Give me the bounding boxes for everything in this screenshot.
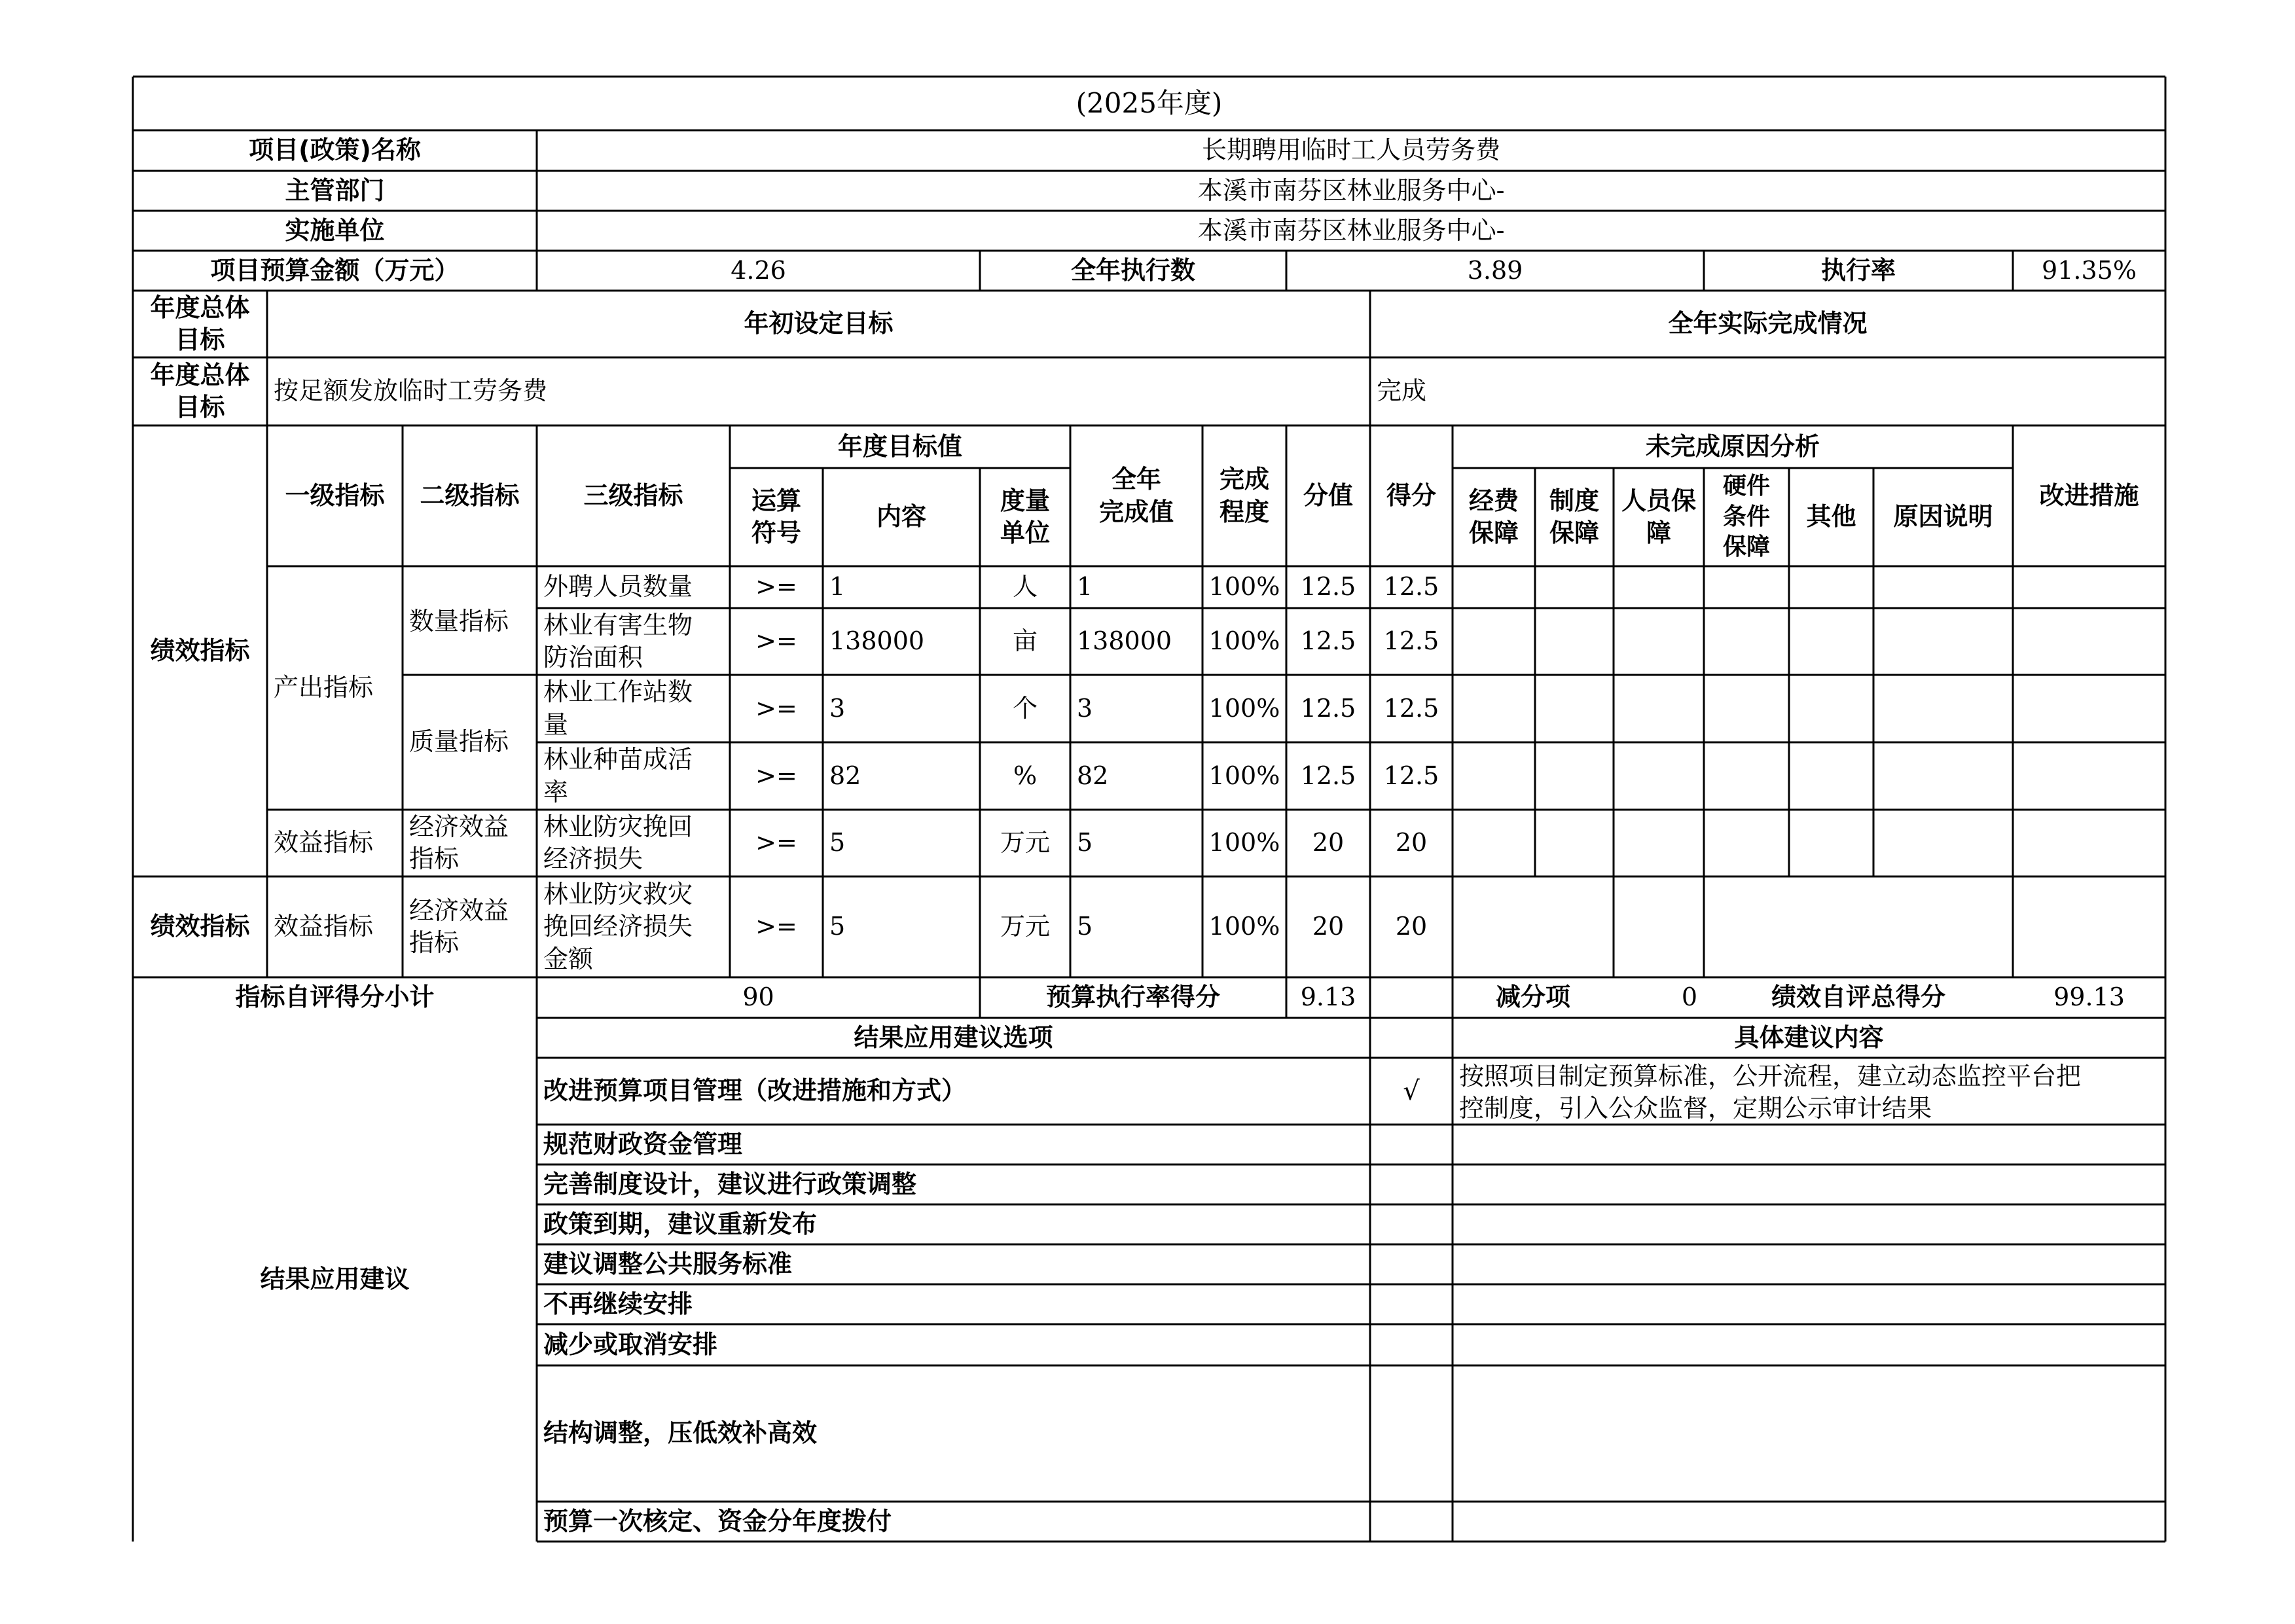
hdr-completion: 完成 程度 [1219,465,1269,526]
hdr-level2: 二级指标 [420,480,520,510]
hdr-system: 制度 保障 [1549,486,1599,547]
suggestion-option: 减少或取消安排 [543,1329,718,1359]
row-completion: 100% [1208,572,1280,602]
row-name: 林业防灾救灾 挽回经济损失 金额 [543,879,693,973]
suggestion-detail: 按照项目制定预算标准，公开流程，建立动态监控平台把 控制度，引入公众监督，定期公示审计结果 [1459,1062,2082,1123]
deduction-value: 0 [1681,983,1697,1012]
row-score: 12.5 [1383,761,1439,790]
unit-label: 实施单位 [285,215,385,245]
suggestion-option: 改进预算项目管理（改进措施和方式） [543,1076,967,1106]
row-name: 林业种苗成活 率 [543,745,693,806]
suggestion-option: 不再继续安排 [543,1289,693,1318]
hdr-hardware: 硬件 条件 保障 [1722,472,1770,561]
hdr-score-value: 分值 [1303,480,1353,510]
row-actual: 1 [1077,572,1093,602]
row-value: 12.5 [1300,572,1356,602]
row-actual: 82 [1077,761,1109,790]
project-name-label: 项目(政策)名称 [249,135,421,165]
row-operator: >= [755,761,797,790]
row-score: 12.5 [1383,572,1439,602]
goal-label-2: 年度总体 目标 [150,360,250,422]
hdr-score: 得分 [1386,480,1436,510]
hdr-reason-group: 未完成原因分析 [1645,431,1820,461]
hdr-level1: 一级指标 [285,480,385,510]
row-operator: >= [755,828,797,857]
row-name: 林业有害生物 防治面积 [543,610,693,672]
group-economic: 经济效益 指标 [409,812,509,873]
subtotal-label: 指标自评得分小计 [235,983,435,1012]
row-actual: 3 [1077,693,1093,723]
goal-planned-header: 年初设定目标 [744,309,894,338]
suggestion-option: 规范财政资金管理 [543,1129,743,1159]
deduction-label: 减分项 [1495,983,1570,1012]
row-operator: >= [755,912,797,941]
row-completion: 100% [1208,912,1280,941]
row-value: 12.5 [1300,761,1356,790]
total-label: 绩效自评总得分 [1771,983,1945,1012]
project-name: 长期聘用临时工人员劳务费 [1201,135,1500,165]
row-value: 12.5 [1300,693,1356,723]
checkmark-icon: √ [1403,1076,1420,1106]
budget-label: 项目预算金额（万元） [210,255,460,285]
row-unit: 亩 [1012,626,1038,656]
hdr-actual-value: 全年 完成值 [1098,465,1174,526]
executed-label: 全年执行数 [1070,255,1195,285]
row-name: 林业防灾挽回 经济损失 [543,812,693,873]
group-economic-2: 经济效益 指标 [409,895,509,957]
row-actual: 138000 [1077,626,1172,656]
budget-score-label: 预算执行率得分 [1045,983,1220,1012]
suggestion-option: 预算一次核定、资金分年度拨付 [543,1506,892,1536]
suggestion-option: 结构调整，压低效补高效 [543,1418,818,1448]
row-value: 20 [1312,828,1345,857]
row-completion: 100% [1208,761,1280,790]
dept-value: 本溪市南芬区林业服务中心- [1197,175,1505,205]
group-output: 产出指标 [274,673,374,702]
budget-score-value: 9.13 [1300,983,1356,1012]
goal-actual-header: 全年实际完成情况 [1668,309,1868,338]
suggestion-option: 完善制度设计，建议进行政策调整 [543,1169,917,1199]
group-quantity: 数量指标 [409,607,509,636]
row-unit: 万元 [1000,828,1050,857]
report-year: (2025年度) [1075,86,1223,119]
row-content: 5 [829,912,846,941]
hdr-fund: 经费 保障 [1468,486,1519,547]
hdr-other: 其他 [1806,502,1856,532]
hdr-operator: 运算 符号 [751,486,801,547]
options-header: 结果应用建议选项 [854,1022,1053,1052]
row-name: 林业工作站数 量 [543,677,693,739]
row-content: 5 [829,828,846,857]
row-operator: >= [755,626,797,656]
total-value: 99.13 [2053,983,2125,1012]
row-unit: 万元 [1000,912,1050,941]
row-content: 1 [829,572,846,602]
goal-actual: 完成 [1377,376,1427,406]
goal-planned: 按足额发放临时工劳务费 [274,376,548,406]
row-unit: 个 [1012,693,1038,723]
hdr-improve: 改进措施 [2039,480,2139,510]
row-content: 82 [829,761,861,790]
row-completion: 100% [1208,828,1280,857]
row-operator: >= [755,572,797,602]
row-unit: 人 [1012,572,1038,602]
row-score: 12.5 [1383,693,1439,723]
row-unit: % [1013,761,1038,790]
dept-label: 主管部门 [285,175,385,205]
row-score: 12.5 [1383,626,1439,656]
row-completion: 100% [1208,693,1280,723]
group-benefit-2: 效益指标 [274,912,374,941]
hdr-target-group: 年度目标值 [837,431,962,461]
hdr-reason-desc: 原因说明 [1893,502,1993,532]
perf-label: 绩效指标 [150,636,250,665]
row-name: 外聘人员数量 [543,572,693,602]
budget-value: 4.26 [731,255,786,285]
hdr-unit: 度量 单位 [1000,486,1050,547]
perf-label-2: 绩效指标 [150,912,250,941]
group-quality: 质量指标 [409,727,509,757]
hdr-content: 内容 [876,502,926,532]
row-completion: 100% [1208,626,1280,656]
suggestion-option: 建议调整公共服务标准 [543,1249,793,1278]
row-actual: 5 [1077,912,1093,941]
group-benefit: 效益指标 [274,828,374,857]
rate-label: 执行率 [1820,255,1896,285]
subtotal-value: 90 [742,983,774,1012]
row-value: 20 [1312,912,1345,941]
row-content: 3 [829,693,846,723]
unit-value: 本溪市南芬区林业服务中心- [1197,215,1505,245]
row-actual: 5 [1077,828,1093,857]
goal-label: 年度总体 目标 [150,293,250,354]
suggestion-option: 政策到期，建议重新发布 [543,1209,818,1238]
row-operator: >= [755,693,797,723]
executed-value: 3.89 [1467,255,1523,285]
rate-value: 91.35% [2042,255,2137,285]
hdr-personnel: 人员保 障 [1621,486,1696,547]
row-value: 12.5 [1300,626,1356,656]
hdr-level3: 三级指标 [583,480,683,510]
suggestions-label: 结果应用建议 [260,1265,410,1294]
row-content: 138000 [829,626,925,656]
content-header: 具体建议内容 [1734,1022,1884,1052]
row-score: 20 [1395,912,1428,941]
row-score: 20 [1395,828,1428,857]
